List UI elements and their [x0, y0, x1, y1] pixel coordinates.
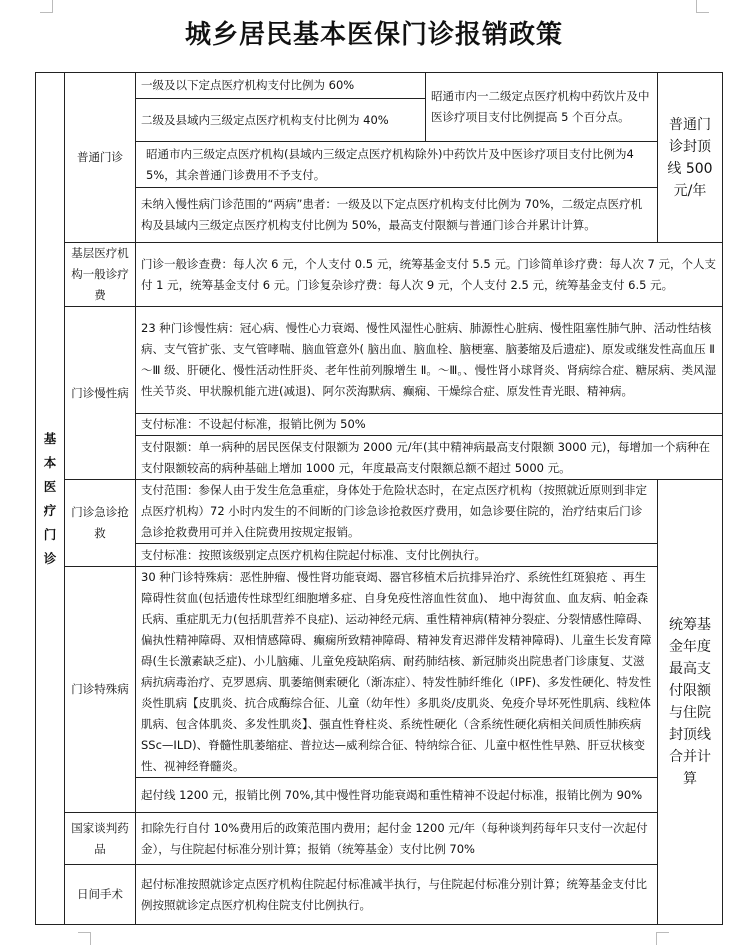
general-tier3: 昭通市内三级定点医疗机构(县域内三级定点医疗机构除外)中药饮片及中医诊疗项目支付比例为45%，其余普通门诊费用不予支付。 — [136, 142, 658, 188]
primary-label: 基层医疗机构一般诊疗费 — [65, 243, 136, 307]
general-tcm-note: 昭通市内一二级定点医疗机构中药饮片及中医诊疗项目支付比例提高 5 个百分点。 — [426, 73, 658, 142]
chronic-standard: 支付标准：不设起付标准，报销比例为 50% — [136, 414, 723, 436]
emergency-label: 门诊急诊抢救 — [65, 480, 136, 567]
fund-cap: 统筹基金年度最高支付限额与住院封顶线合并计算 — [658, 480, 723, 925]
emergency-scope: 支付范围：参保人由于发生危急重症，身体处于危险状态时，在定点医疗机构（按照就近原则到非定点医疗机构）72 小时内发生的不间断的门诊急诊抢救医疗费用，如急诊要住院的，治疗结束后门诊急诊抢救费用可并入住院费用按规定报销。 — [136, 480, 658, 544]
general-label: 普通门诊 — [65, 73, 136, 243]
policy-table — [35, 72, 723, 925]
section-label: 基本医疗门诊 — [36, 73, 65, 925]
general-cap: 普通门诊封顶线 500 元/年 — [658, 73, 723, 243]
page-corner-mark — [78, 932, 91, 945]
general-rate-tier2: 二级及县域内三级定点医疗机构支付比例为 40% — [136, 99, 426, 142]
page-corner-mark — [40, 0, 53, 13]
general-rate-tier1: 一级及以下定点医疗机构支付比例为 60% — [136, 73, 426, 99]
special-list: 30 种门诊特殊病：恶性肿瘤、慢性肾功能衰竭、器官移植术后抗排异治疗、系统性红斑狼疮 、再生障碍性贫血(包括遗传性球型红细胞增多症、自身免疫性溶血性贫血)、 地中海贫血、血友病、帕金森氏病、重症肌无力(包括肌营养不良症)、运动神经元病、重性精神病(精神分裂症、分裂情感性障碍、偏执性精神障碍、双相情感障碍、癫痫所致精神障碍、精神发育迟滞伴发精神障碍)、儿童生长发育障碍(生长激素缺乏症)、小儿脑瘫、儿童免疫缺陷病、耐药肺结核、新冠肺炎出院患者门诊康复、艾滋病抗病毒治疗、克罗恩病、肌萎缩侧索硬化（渐冻症）、特发性肺纤维化（IPF)、多发性硬化、特发性炎性肌病【皮肌炎、抗合成酶综合征、儿童（幼年性）多肌炎/皮肌炎、免疫介导坏死性肌病、线粒体肌病、包含体肌炎、多发性肌炎】、强直性脊柱炎、系统性硬化（含系统性硬化病相关间质性肺疾病 SSc—ILD)、脊髓性肌萎缩症、普拉达—威利综合征、特纳综合征、儿童中枢性性早熟、肝豆状核变性、视神经脊髓炎。 — [136, 567, 658, 778]
special-standard: 起付线 1200 元，报销比例 70%,其中慢性肾功能衰竭和重性精神不设起付标准，报销比例为 90% — [136, 778, 658, 813]
chronic-limit: 支付限额：单一病种的居民医保支付限额为 2000 元/年(其中精神病最高支付限额 3000 元)，每增加一个病种在支付限额较高的病种基础上增加 1000 元，年度最高支付限额总额不超过 5000 元。 — [136, 436, 723, 480]
primary-text: 门诊一般诊查费：每人次 6 元，个人支付 0.5 元，统筹基金支付 5.5 元。门诊简单诊疗费：每人次 7 元，个人支付 1 元，统筹基金支付 6 元。门诊复杂诊疗费：每人次 9 元，个人支付 2.5 元，统筹基金支付 6.5 元。 — [136, 243, 723, 307]
negotiated-text: 扣除先行自付 10%费用后的政策范围内费用；起付金 1200 元/年（每种谈判药每年只支付一次起付金），与住院起付标准分别计算；报销（统筹基金）支付比例 70% — [136, 813, 658, 865]
day-surgery-text: 起付标准按照就诊定点医疗机构住院起付标准减半执行，与住院起付标准分别计算；统筹基金支付比例按照就诊定点医疗机构住院支付比例执行。 — [136, 865, 658, 925]
emergency-standard: 支付标准：按照该级别定点医疗机构住院起付标准、支付比例执行。 — [136, 544, 658, 567]
chronic-label: 门诊慢性病 — [65, 307, 136, 480]
page-title: 城乡居民基本医保门诊报销政策 — [184, 20, 563, 50]
general-two-diseases: 未纳入慢性病门诊范围的“两病”患者：一级及以下定点医疗机构支付比例为 70%，二级定点医疗机构及县域内三级定点医疗机构支付比例为 50%，最高支付限额与普通门诊合并累计计算。 — [136, 188, 658, 243]
chronic-list: 23 种门诊慢性病：冠心病、慢性心力衰竭、慢性风湿性心脏病、肺源性心脏病、慢性阻塞性肺气肿、活动性结核病、支气管扩张、支气管哮喘、脑血管意外( 脑出血、脑血栓、脑梗塞、脑萎缩及后遗症)、原发或继发性高血压 Ⅱ ～Ⅲ 级、肝硬化、慢性活动性肝炎、老年性前列腺增生 Ⅱ。～Ⅲ。、慢性肾小球肾炎、肾病综合症、糖尿病、类风湿性关节炎、甲状腺机能亢进(减退)、阿尔茨海默病、癫痫、干燥综合症、原发性青光眼、精神病。 — [136, 307, 723, 414]
day-surgery-label: 日间手术 — [65, 865, 136, 925]
page-corner-mark — [696, 0, 709, 13]
special-label: 门诊特殊病 — [65, 567, 136, 813]
negotiated-label: 国家谈判药品 — [65, 813, 136, 865]
page-corner-mark — [656, 932, 669, 945]
